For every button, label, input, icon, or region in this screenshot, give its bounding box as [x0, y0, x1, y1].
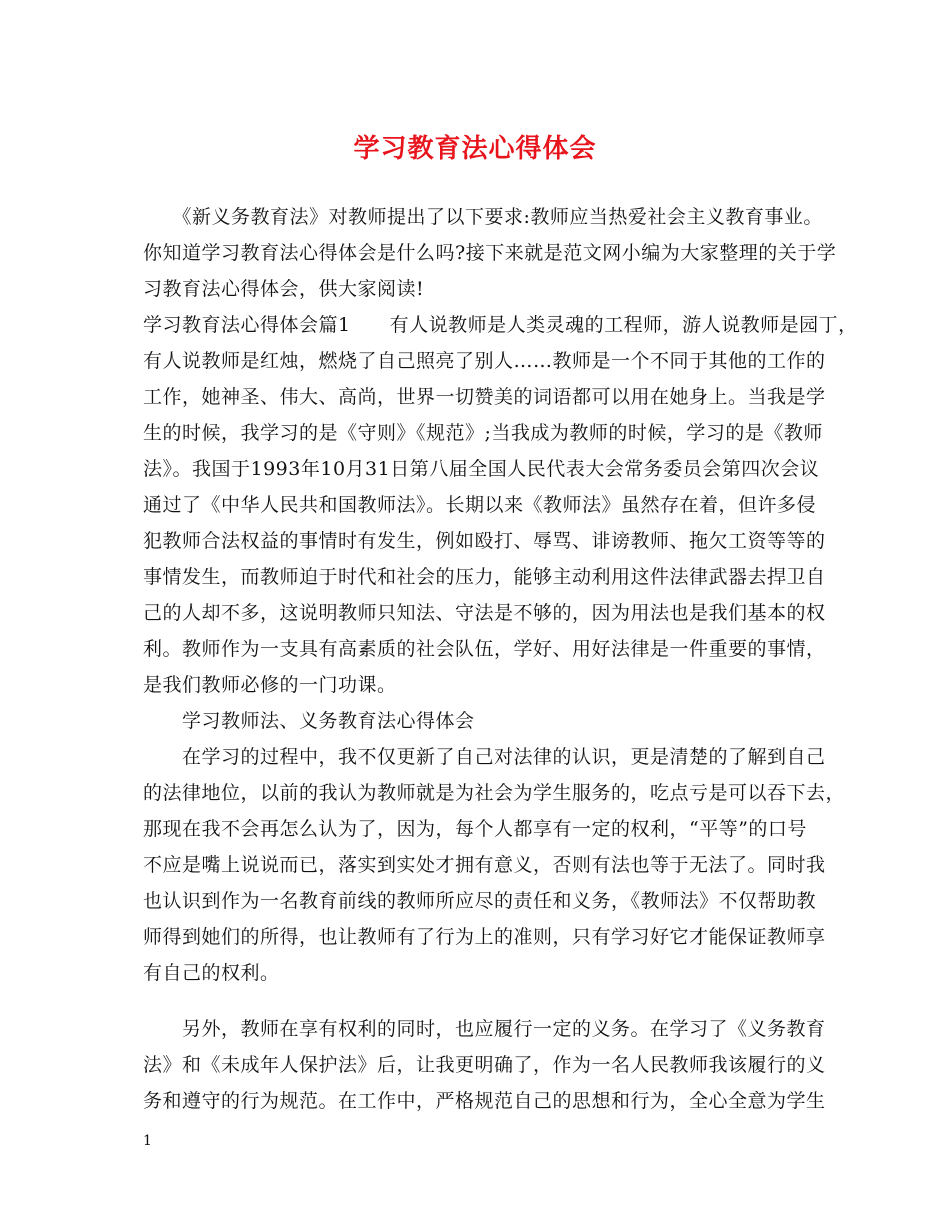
body-line: 那现在我不会再怎么认为了，因为，每个人都享有一定的权利，“平等”的口号 — [143, 818, 807, 840]
page-number: 1 — [143, 1133, 152, 1149]
body-line: 是我们教师必修的一门功课。 — [143, 674, 397, 696]
body-line: 法》。我国于1993年10月31日第八届全国人民代表大会常务委员会第四次会议 — [143, 458, 820, 480]
body-line: 己的人却不多，这说明教师只知法、守法是不够的，因为用法也是我们基本的权 — [143, 602, 826, 624]
body-line: 工作，她神圣、伟大、高尚，世界一切赞美的词语都可以用在她身上。当我是学 — [143, 386, 826, 408]
section-heading: 学习教师法、义务教育法心得体会 — [143, 710, 475, 732]
body-line: 犯教师合法权益的事情时有发生，例如殴打、辱骂、诽谤教师、拖欠工资等等的 — [143, 530, 826, 552]
body-line: 另外，教师在享有权利的同时，也应履行一定的义务。在学习了《义务教育 — [143, 1018, 826, 1040]
body-line: 你知道学习教育法心得体会是什么吗?接下来就是范文网小编为大家整理的关于学 — [143, 242, 837, 264]
body-line: 《新义务教育法》对教师提出了以下要求:教师应当热爱社会主义教育事业。 — [143, 206, 823, 228]
body-line: 通过了《中华人民共和国教师法》。长期以来《教师法》虽然存在着，但许多侵 — [143, 494, 817, 516]
body-line: 有自己的权利。 — [143, 962, 280, 984]
body-line: 师得到她们的所得，也让教师有了行为上的准则，只有学习好它才能保证教师享 — [143, 926, 826, 948]
body-line: 在学习的过程中，我不仅更新了自己对法律的认识，更是清楚的了解到自己 — [143, 746, 826, 768]
document-title: 学习教育法心得体会 — [353, 134, 597, 164]
body-line: 不应是嘴上说说而已，落实到实处才拥有意义，否则有法也等于无法了。同时我 — [143, 854, 826, 876]
body-line: 习教育法心得体会，供大家阅读! — [143, 278, 425, 300]
body-line: 有人说教师是红烛，燃烧了自己照亮了别人……教师是一个不同于其他的工作的 — [143, 350, 826, 372]
body-line: 生的时候，我学习的是《守则》《规范》;当我成为教师的时候，学习的是《教师 — [143, 422, 823, 444]
body-line: 也认识到作为一名教育前线的教师所应尽的责任和义务，《教师法》不仅帮助教 — [143, 890, 817, 912]
body-line: 法》和《未成年人保护法》后，让我更明确了，作为一名人民教师我该履行的义 — [143, 1054, 826, 1076]
body-line: 事情发生，而教师迫于时代和社会的压力，能够主动利用这件法律武器去捍卫自 — [143, 566, 826, 588]
body-line: 利。教师作为一支具有高素质的社会队伍，学好、用好法律是一件重要的事情， — [143, 638, 826, 660]
body-line: 的法律地位，以前的我认为教师就是为社会为学生服务的，吃点亏是可以吞下去， — [143, 782, 846, 804]
body-line: 务和遵守的行为规范。在工作中，严格规范自己的思想和行为，全心全意为学生 — [143, 1090, 826, 1112]
body-line: 学习教育法心得体会篇1 有人说教师是人类灵魂的工程师，游人说教师是园丁， — [143, 314, 858, 336]
